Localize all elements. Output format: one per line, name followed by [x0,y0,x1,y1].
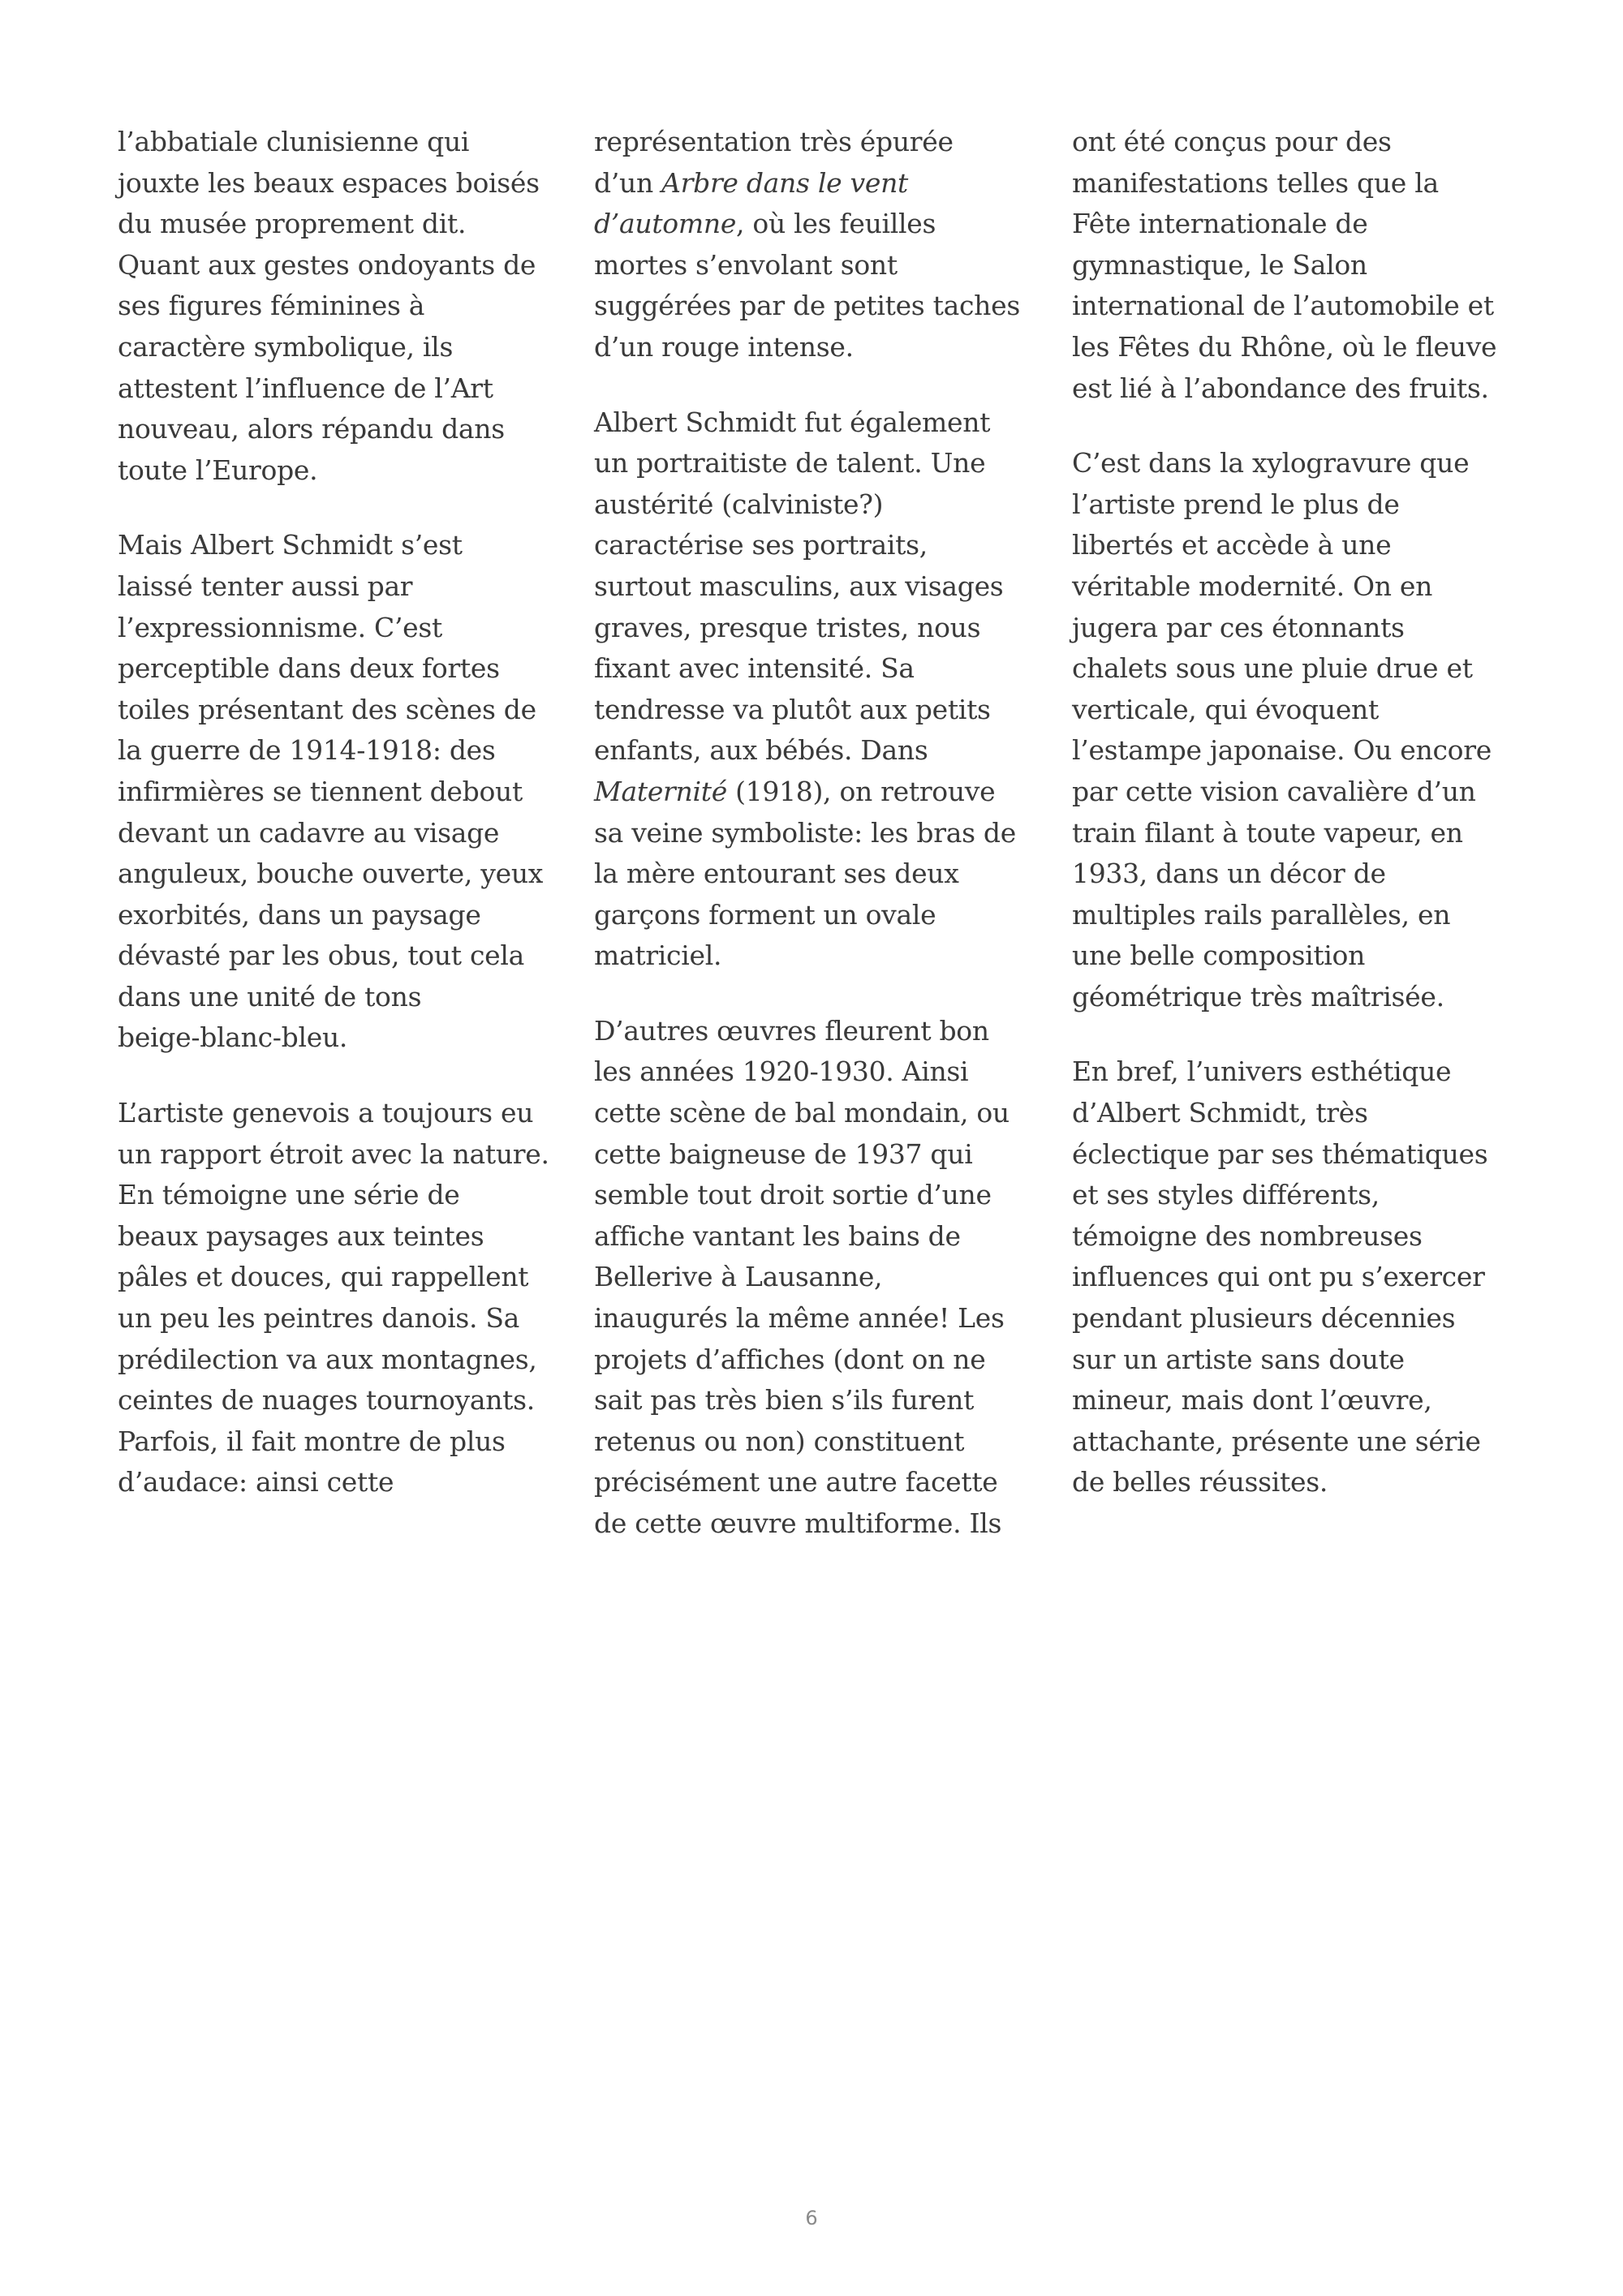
text-line: inaugurés la même année! Les [594,1302,1005,1335]
text-line: sait pas très bien s’ils furent [594,1384,975,1417]
text-line: géométrique très maîtrisée. [1072,980,1444,1013]
text-line: matriciel. [594,939,722,972]
text-line: Albert Schmidt fut également [594,406,991,438]
text-line: prédilection va aux montagnes, [118,1343,537,1375]
text-line: suggérées par de petites taches [594,290,1020,322]
text-line: projets d’affiches (dont on ne [594,1343,986,1375]
text-line: précisément une autre facette [594,1466,998,1498]
text-line: mineur, mais dont l’œuvre, [1072,1384,1432,1417]
text-line: libertés et accède à une [1072,529,1392,561]
text-line: véritable modernité. On en [1072,570,1433,602]
text-line: toute l’Europe. [118,454,318,486]
paragraph [1072,1051,1526,1503]
text-line: C’est dans la xylogravure que [1072,447,1470,479]
text-line: laissé tenter aussi par [118,570,413,602]
paragraph [1072,443,1526,1017]
text-line: En témoigne une série de [118,1179,460,1211]
artwork-title: d’automne [594,208,737,240]
text-line: attestent l’influence de l’Art [118,372,493,404]
text-line: beaux paysages aux teintes [118,1219,484,1252]
text-line [594,163,1048,204]
text-line: anguleux, bouche ouverte, yeux [118,858,544,890]
text-line: ceintes de nuages tournoyants. [118,1384,535,1417]
text-line: cette baigneuse de 1937 qui [594,1137,973,1170]
text-column-3 [1072,122,1526,1537]
paragraph [594,1011,1048,1545]
text-run: d’un [594,166,662,199]
text-line: Mais Albert Schmidt s’est [118,529,463,561]
text-line: Parfois, il fait montre de plus [118,1425,506,1457]
text-line: gymnastique, le Salon [1072,248,1367,281]
text-line: 1933, dans un décor de [1072,858,1386,890]
text-line: austérité (calviniste?) [594,488,884,520]
text-line: et ses styles différents, [1072,1179,1380,1211]
text-line: de belles réussites. [1072,1466,1328,1498]
text-line: d’un rouge intense. [594,330,854,363]
text-line: exorbités, dans un paysage [118,898,481,931]
artwork-title: Maternité [594,775,727,807]
text-line: est lié à l’abondance des fruits. [1072,372,1489,404]
text-line: les Fêtes du Rhône, où le fleuve [1072,330,1497,363]
text-line: toiles présentant des scènes de [118,693,536,725]
text-line: un portraitiste de talent. Une [594,447,986,479]
text-line: Bellerive à Lausanne, [594,1261,883,1293]
text-line: ses figures féminines à [118,290,425,322]
paragraph [594,402,1048,977]
text-line: par cette vision cavalière d’un [1072,775,1476,807]
text-line: caractère symbolique, ils [118,330,454,363]
text-line: garçons forment un ovale [594,898,936,931]
text-line: représentation très épurée [594,126,954,157]
text-line: cette scène de bal mondain, ou [594,1097,1010,1129]
text-line: éclectique par ses thématiques [1072,1137,1488,1170]
text-line: beige-blanc-bleu. [118,1021,348,1054]
text-line: D’autres œuvres fleurent bon [594,1014,989,1047]
text-line: d’audace: ainsi cette [118,1466,394,1498]
text-line: dans une unité de tons [118,980,422,1013]
text-column-2 [594,122,1048,1579]
text-line: retenus ou non) constituent [594,1425,965,1457]
text-line [594,204,1048,245]
text-line: l’expressionnisme. C’est [118,611,442,643]
text-line: caractérise ses portraits, [594,529,928,561]
text-line: fixant avec intensité. Sa [594,652,915,685]
text-line: l’abbatiale clunisienne qui [118,126,470,157]
page-number: 6 [805,2207,818,2229]
paragraph [1072,122,1526,409]
text-line: train filant à toute vapeur, en [1072,816,1463,849]
artwork-title: Arbre dans le vent [661,166,908,199]
text-line: Quant aux gestes ondoyants de [118,248,536,281]
text-line: pâles et douces, qui rappellent [118,1261,529,1293]
text-line: du musée proprement dit. [118,208,467,240]
text-line: infirmières se tiennent debout [118,775,523,807]
text-line: manifestations telles que la [1072,166,1439,199]
text-line: la mère entourant ses deux [594,858,959,890]
text-run: , où les feuilles [736,208,936,240]
text-line: jugera par ces étonnants [1072,611,1405,643]
text-line: verticale, qui évoquent [1072,693,1379,725]
text-line: tendresse va plutôt aux petits [594,693,991,725]
text-line: l’artiste prend le plus de [1072,488,1400,520]
text-line: pendant plusieurs décennies [1072,1302,1456,1335]
text-line: la guerre de 1914-1918: des [118,734,496,767]
text-line: chalets sous une pluie drue et [1072,652,1473,685]
text-line [594,772,1048,813]
paragraph [118,122,572,491]
text-line: L’artiste genevois a toujours eu [118,1097,534,1129]
text-line: international de l’automobile et [1072,290,1494,322]
text-line: surtout masculins, aux visages [594,570,1004,602]
paragraph [118,525,572,1059]
text-line: témoigne des nombreuses [1072,1219,1423,1252]
text-line: sa veine symboliste: les bras de [594,816,1016,849]
text-line: un rapport étroit avec la nature. [118,1137,549,1170]
text-run: (1918), on retrouve [726,775,996,807]
text-line: affiche vantant les bains de [594,1219,961,1252]
text-line: attachante, présente une série [1072,1425,1481,1457]
text-line: devant un cadavre au visage [118,816,500,849]
text-line: multiples rails parallèles, en [1072,898,1451,931]
text-line: une belle composition [1072,939,1366,972]
text-line: semble tout droit sortie d’une [594,1179,992,1211]
text-column-1 [118,122,572,1537]
paragraph [118,1093,572,1503]
text-line: perceptible dans deux fortes [118,652,500,685]
text-line: ont été conçus pour des [1072,126,1392,157]
text-line: influences qui ont pu s’exercer [1072,1261,1485,1293]
text-line: les années 1920-1930. Ainsi [594,1056,969,1088]
text-line: nouveau, alors répandu dans [118,413,505,445]
text-line: graves, presque tristes, nous [594,611,981,643]
text-line: En bref, l’univers esthétique [1072,1056,1452,1088]
text-line: un peu les peintres danois. Sa [118,1302,520,1335]
text-line: Fête internationale de [1072,208,1368,240]
text-line: d’Albert Schmidt, très [1072,1097,1368,1129]
text-line: enfants, aux bébés. Dans [594,734,928,767]
text-line: de cette œuvre multiforme. Ils [594,1507,1002,1539]
text-line: dévasté par les obus, tout cela [118,939,524,972]
text-line: mortes s’envolant sont [594,248,898,281]
text-line: l’estampe japonaise. Ou encore [1072,734,1492,767]
text-line: jouxte les beaux espaces boisés [118,166,540,199]
text-line: sur un artiste sans doute [1072,1343,1405,1375]
paragraph [594,122,1048,368]
